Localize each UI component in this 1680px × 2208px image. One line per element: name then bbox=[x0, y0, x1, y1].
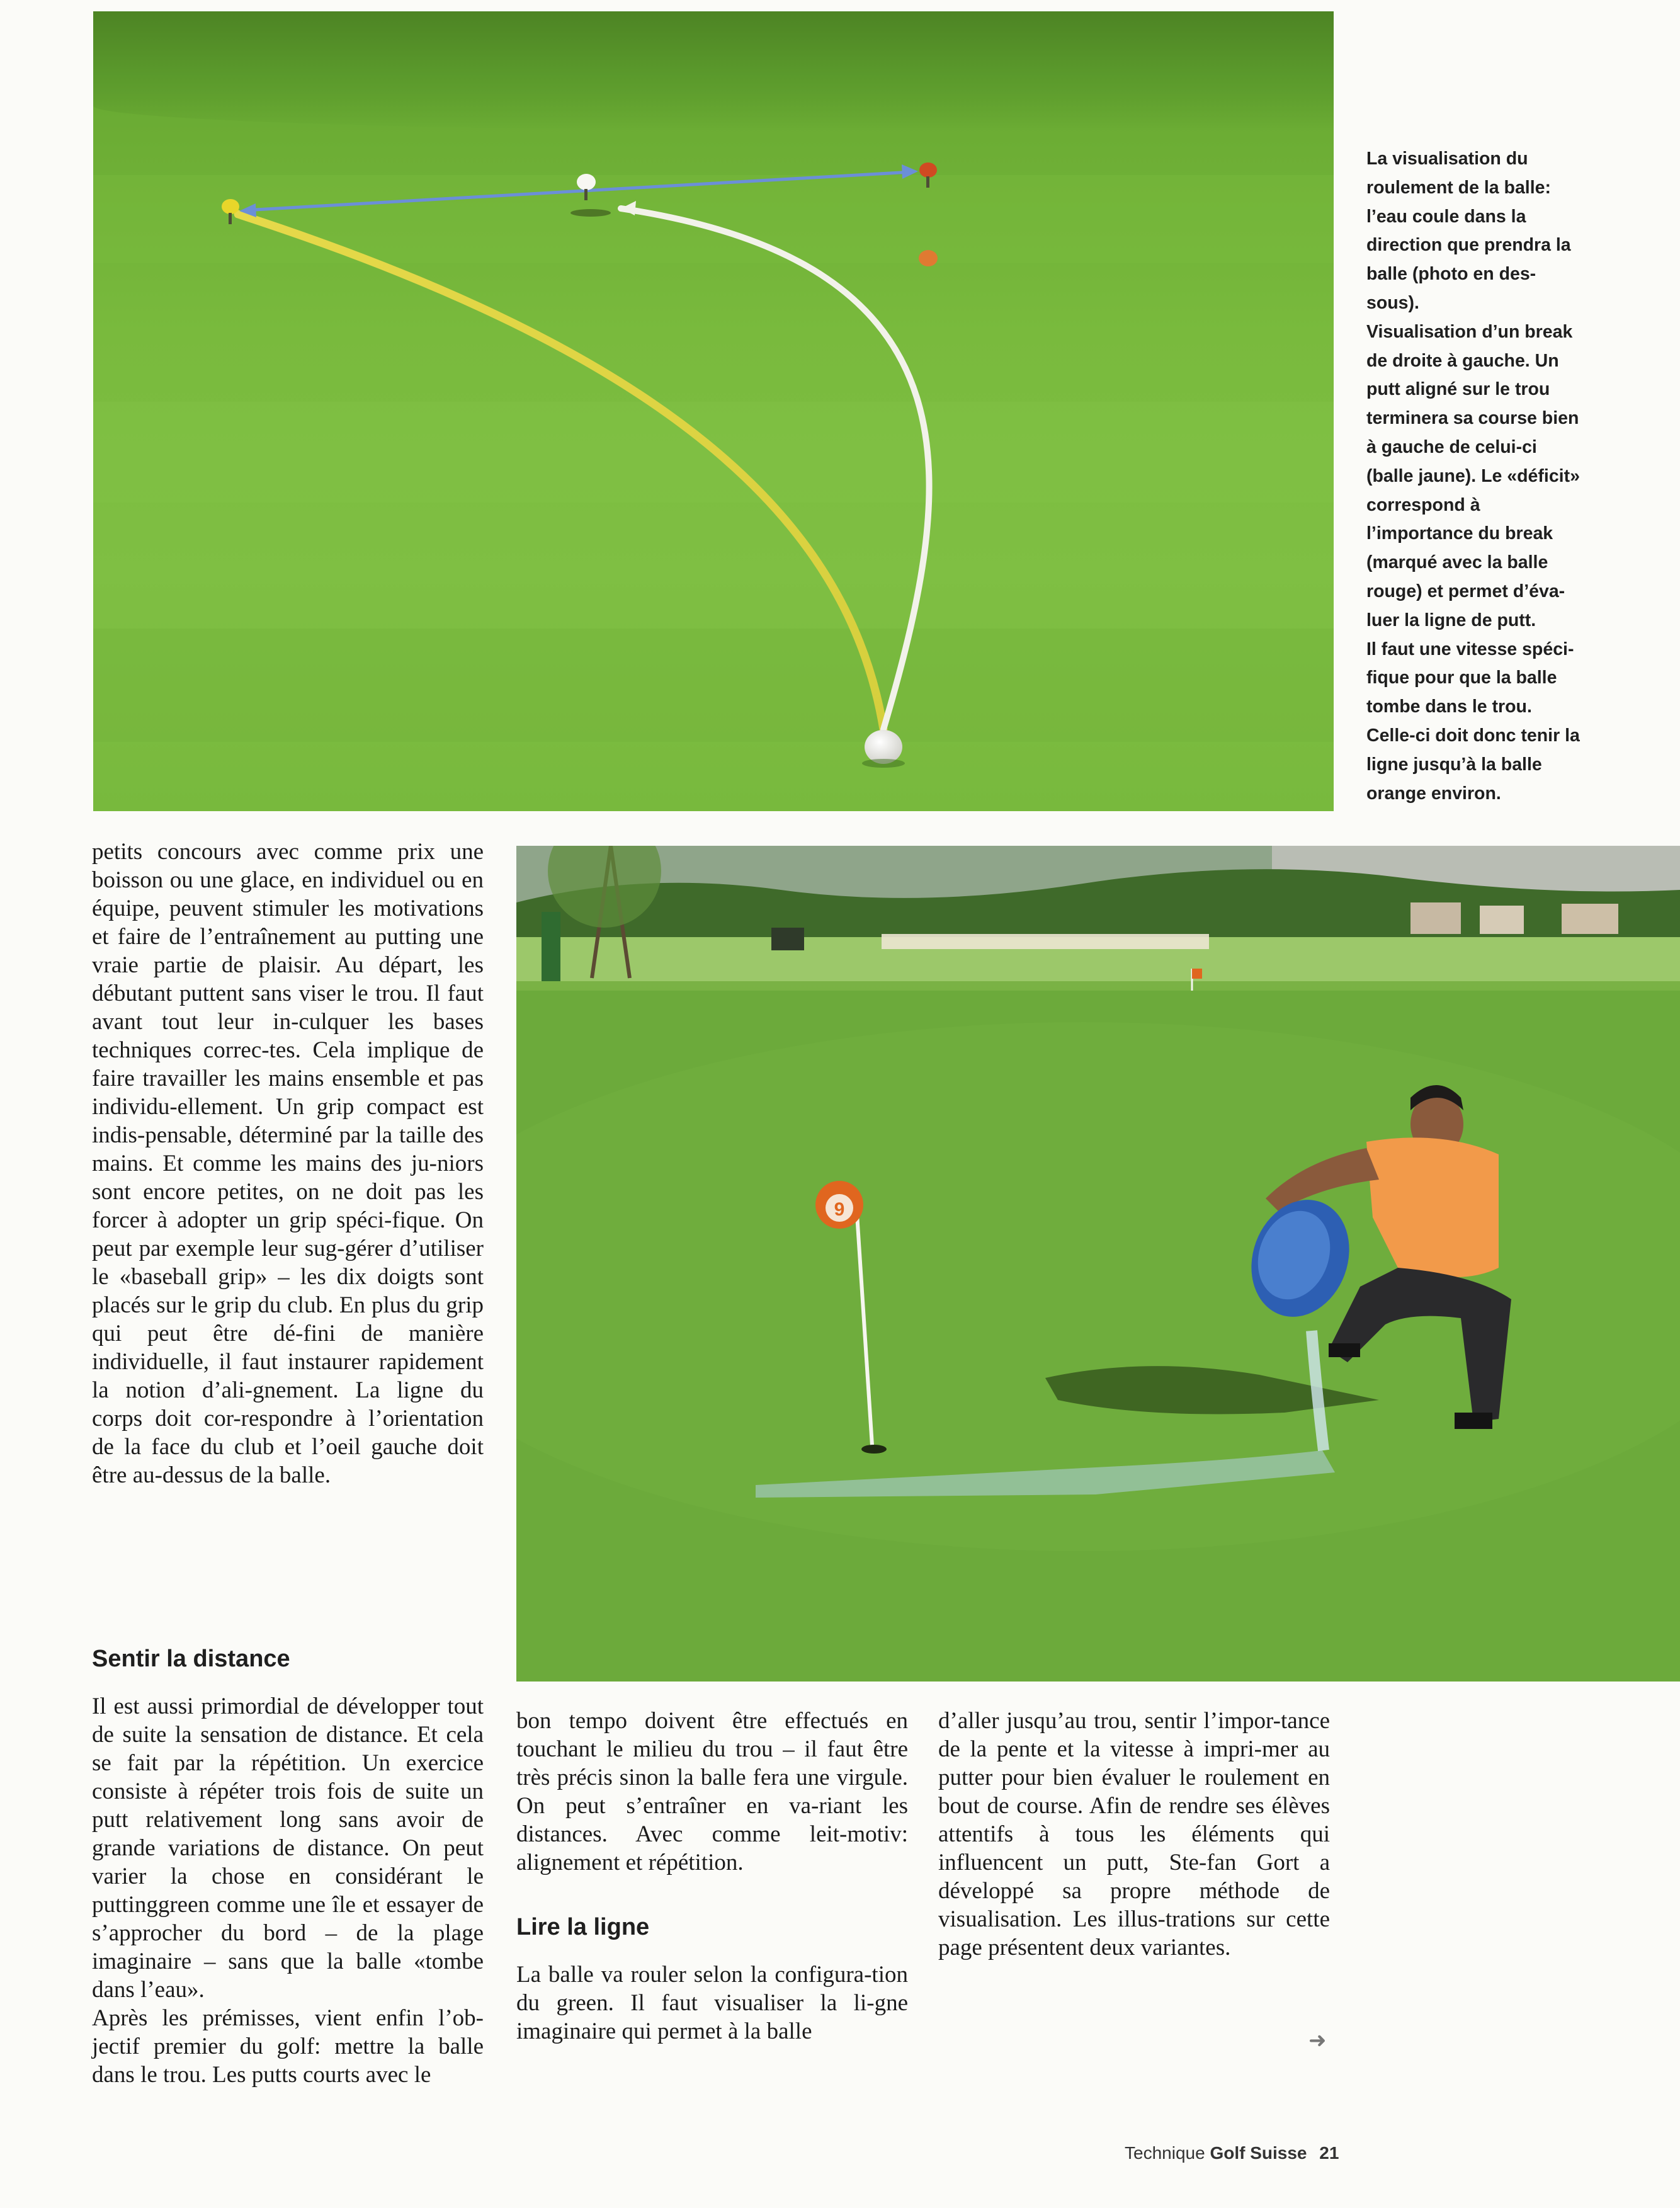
article-column-1-lower bbox=[92, 1645, 484, 2089]
caption-line-2: Visualisation d’un break de droite à gauche. Un putt aligné sur le trou terminera sa course bien à gauche de celui-ci (balle jaune). Le «déficit» correspond à l’importance du break (marqué avec la balle rouge) et permet d’éva-luer la ligne de putt. bbox=[1366, 321, 1580, 630]
article-column-1 bbox=[92, 838, 484, 1489]
page-footer bbox=[1125, 2143, 1339, 2163]
article-column-3 bbox=[938, 1707, 1330, 1962]
photo-caption bbox=[1366, 145, 1584, 808]
distance-paragraph-1: Il est aussi primordial de développer tout de suite la sensation de distance. Et cela se fait par la répétition. Un exercice consiste à répéter trois fois de suite un putt relativement long sans avoir de grande variations de distance. On peut varier la chose en considérant le puttinggreen comme une île et essayer de s’approcher du bord – de la plage imaginaire – sans que la balle «tombe dans l’eau». bbox=[92, 1693, 484, 2003]
heading-lire-la-ligne: Lire la ligne bbox=[516, 1914, 650, 1940]
col1-paragraph: petits concours avec comme prix une boisson ou une glace, en individuel ou en équipe, peuvent stimuler les motivations et faire de l’entraînement au putting une vraie partie de plaisir. Au départ, les débutant puttent sans viser le trou. Il faut avant tout leur in-culquer les bases techniques correc-tes. Cela implique de faire travailler les mains ensemble et pas individu-ellement. Un grip compact est indis-pensable, déterminé par la taille des mains. Et comme les mains des ju-niors sont encore petites, on ne doit pas les forcer à adopter un grip spéci-fique. On peut par exemple leur sug-gérer d’utiliser le «baseball grip» – les dix doigts sont placés sur le grip du club. En plus du grip qui peut être dé-fini de manière individuelle, il faut instaurer rapidement la notion d’ali-gnement. La ligne du corps doit cor-respondre à l’orientation de la face du club et l’oeil gauche doit être au-dessus de la balle. bbox=[92, 839, 484, 1488]
footer-section: Technique bbox=[1125, 2143, 1205, 2163]
orange-ball bbox=[919, 250, 938, 266]
col2-paragraph: bon tempo doivent être effectués en touchant le milieu du trou – il faut être très précis sinon la balle fera une virgule. On peut s’entraîner en va-riant les distances. Avec comme leit-motiv: alignement et répétition. bbox=[516, 1708, 908, 1875]
bottom-photo bbox=[516, 846, 1680, 1682]
continue-arrow-icon: ➜ bbox=[1308, 2028, 1327, 2053]
heading-sentir-la-distance: Sentir la distance bbox=[92, 1646, 290, 1672]
top-photo bbox=[93, 11, 1334, 811]
page-number: 21 bbox=[1319, 2143, 1339, 2163]
caption-line-3: Il faut une vitesse spéci-fique pour que la balle tombe dans le trou. Celle-ci doit donc tenir la ligne jusqu’à la balle orange environ. bbox=[1366, 639, 1580, 804]
col3-paragraph: d’aller jusqu’au trou, sentir l’impor-tance de la pente et la vitesse à impri-mer au putter pour bien évaluer le roulement en bout de course. Afin de rendre ses élèves attentifs à tous les éléments qui influencent un putt, Ste-fan Gort a développé sa propre méthode de visualisation. Les illus-trations sur cette page présentent deux variantes. bbox=[938, 1708, 1330, 1960]
flag-number: 9 bbox=[834, 1199, 845, 1220]
footer-magazine: Golf Suisse bbox=[1210, 2143, 1307, 2163]
ligne-paragraph: La balle va rouler selon la configura-tion du green. Il faut visualiser la li-gne imaginaire qui permet à la balle bbox=[516, 1962, 908, 2044]
distance-paragraph-2: Après les prémisses, vient enfin l’ob-jectif premier du golf: mettre la balle dans le trou. Les putts courts avec le bbox=[92, 2005, 484, 2088]
flag-number-sign bbox=[815, 1181, 863, 1229]
article-column-2 bbox=[516, 1707, 908, 2046]
hole bbox=[861, 1445, 887, 1454]
caption-line-1: La visualisation du roulement de la balle: l’eau coule dans la direction que prendra la balle (photo en des-sous). bbox=[1366, 149, 1571, 313]
